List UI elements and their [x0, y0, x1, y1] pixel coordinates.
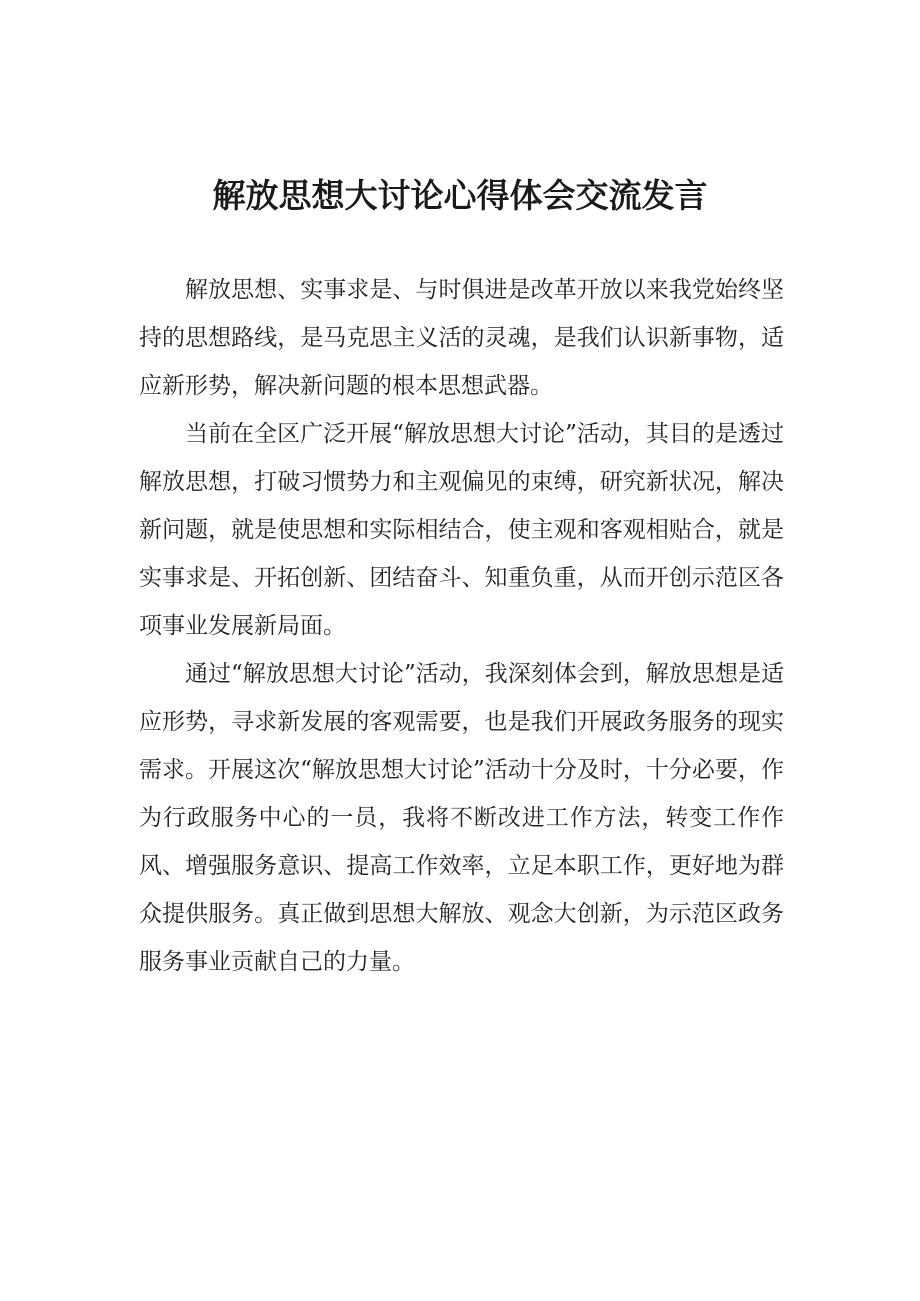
paragraph-2: 当前在全区广泛开展“解放思想大讨论”活动，其目的是透过解放思想，打破习惯势力和主观偏见的束缚，研究新状况，解决新问题，就是使思想和实际相结合，使主观和客观相贴合，就是实事求是、开拓创新、团结奋斗、知重负重，从而开创示范区各项事业发展新局面。: [139, 421, 784, 639]
paragraph-3: 通过“解放思想大讨论”活动，我深刻体会到，解放思想是适应形势，寻求新发展的客观需要，也是我们开展政务服务的现实需求。开展这次“解放思想大讨论”活动十分及时，十分必要，作为行政服务中心的一员，我将不断改进工作方法，转变工作作风、增强服务意识、提高工作效率，立足本职工作，更好地为群众提供服务。真正做到思想大解放、观念大创新，为示范区政务服务事业贡献自己的力量。: [139, 661, 784, 975]
document-body: [139, 266, 784, 986]
document-title: 解放思想大讨论心得体会交流发言: [212, 176, 708, 215]
paragraph-1: 解放思想、实事求是、与时俱进是改革开放以来我党始终坚持的思想路线，是马克思主义活的灵魂，是我们认识新事物，适应新形势，解决新问题的根本思想武器。: [139, 277, 784, 399]
